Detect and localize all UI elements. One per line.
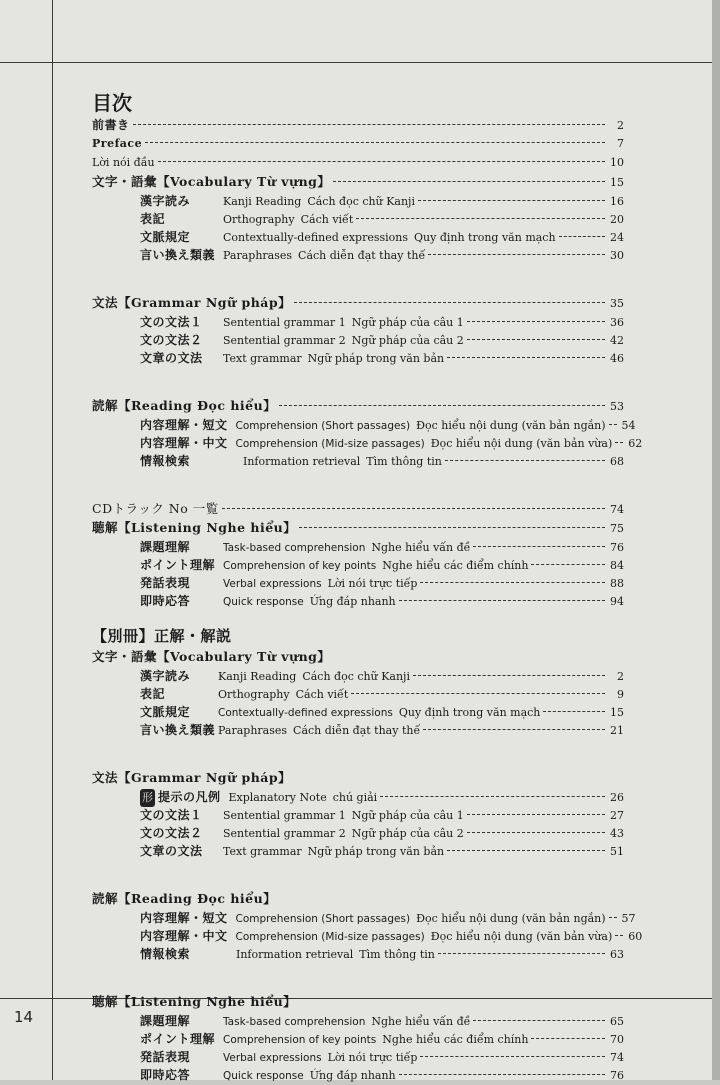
- toc-entry-preface-en[interactable]: Preface 7: [92, 137, 624, 150]
- toc-entry[interactable]: 課題理解 Task-based comprehension Nghe hiểu vấn đề 76: [140, 540, 624, 554]
- toc-entry[interactable]: 表記 Orthography Cách viết 20: [140, 212, 624, 226]
- margin-rule-top: [0, 62, 720, 63]
- toc-section-grammar-answers: 文法【Grammar Ngữ pháp】: [92, 770, 292, 785]
- toc-entry[interactable]: 発話表現 Verbal expressions Lời nói trực tiếp 88: [140, 576, 624, 590]
- toc-entry[interactable]: 文の文法１ Sentential grammar 1 Ngữ pháp của câu 1 36: [140, 315, 624, 329]
- adjective-badge-icon: 形: [140, 789, 155, 807]
- toc-entry[interactable]: ポイント理解 Comprehension of key points Nghe hiểu các điểm chính 70: [140, 1032, 624, 1046]
- toc-entry[interactable]: 文脈規定 Contextually-defined expressions Quy định trong văn mạch 15: [140, 705, 624, 719]
- toc-section-listening-answers: 聴解【Listening Nghe hiểu】: [92, 994, 297, 1009]
- page-number: 14: [14, 1008, 34, 1026]
- toc-entry[interactable]: 内容理解・中文 Comprehension (Mid-size passages) Đọc hiểu nội dung (văn bản vừa) 60: [140, 929, 643, 943]
- table-of-contents: [92, 88, 643, 1084]
- toc-section-reading[interactable]: 読解【Reading Đọc hiểu】 53: [92, 398, 624, 413]
- toc-entry[interactable]: 情報検索 Information retrieval Tìm thông tin 68: [140, 454, 624, 468]
- toc-entry[interactable]: ポイント理解 Comprehension of key points Nghe hiểu các điểm chính 84: [140, 558, 624, 572]
- toc-entry-explanatory-note[interactable]: 形 提示の凡例 Explanatory Note chú giải 26: [92, 788, 624, 806]
- toc-section-listening[interactable]: 聴解【Listening Nghe hiểu】 75: [92, 520, 624, 535]
- toc-entry-preface-vi[interactable]: Lời nói đầu 10: [92, 156, 624, 169]
- toc-entry[interactable]: 即時応答 Quick response Ứng đáp nhanh 76: [140, 1068, 624, 1082]
- toc-entry-preface-jp[interactable]: 前書き 2: [92, 118, 624, 132]
- toc-section-grammar[interactable]: 文法【Grammar Ngữ pháp】 35: [92, 295, 624, 310]
- toc-section-reading-answers: 読解【Reading Đọc hiểu】: [92, 891, 277, 906]
- toc-entry[interactable]: 内容理解・短文 Comprehension (Short passages) Đọc hiểu nội dung (văn bản ngắn) 54: [140, 418, 636, 432]
- toc-part-answer-booklet: 【別冊】正解・解説: [92, 627, 232, 645]
- toc-entry[interactable]: 文の文法１ Sentential grammar 1 Ngữ pháp của câu 1 27: [140, 808, 624, 822]
- toc-entry[interactable]: 内容理解・短文 Comprehension (Short passages) Đọc hiểu nội dung (văn bản ngắn) 57: [140, 911, 636, 925]
- toc-entry[interactable]: 文の文法２ Sentential grammar 2 Ngữ pháp của câu 2 43: [140, 826, 624, 840]
- toc-section-vocabulary-answers: 文字・語彙【Vocabulary Từ vựng】: [92, 649, 331, 664]
- toc-entry[interactable]: 文章の文法 Text grammar Ngữ pháp trong văn bản 51: [140, 844, 624, 858]
- toc-entry[interactable]: 文章の文法 Text grammar Ngữ pháp trong văn bản 46: [140, 351, 624, 365]
- toc-entry[interactable]: 情報検索 Information retrieval Tìm thông tin 63: [140, 947, 624, 961]
- toc-entry[interactable]: 発話表現 Verbal expressions Lời nói trực tiếp 74: [140, 1050, 624, 1064]
- toc-entry[interactable]: 文の文法２ Sentential grammar 2 Ngữ pháp của câu 2 42: [140, 333, 624, 347]
- toc-entry[interactable]: 内容理解・中文 Comprehension (Mid-size passages) Đọc hiểu nội dung (văn bản vừa) 62: [140, 436, 643, 450]
- toc-entry[interactable]: 漢字読み Kanji Reading Cách đọc chữ Kanji 2: [140, 669, 624, 683]
- toc-entry[interactable]: 文脈規定 Contextually-defined expressions Quy định trong văn mạch 24: [140, 230, 624, 244]
- toc-entry-vi: Nghe hiểu vấn đề: [371, 1015, 471, 1028]
- page-edge-shadow: [712, 0, 720, 1080]
- toc-title: 目次: [92, 91, 132, 115]
- toc-entry[interactable]: 言い換え類義 Paraphrases Cách diễn đạt thay thế 30: [140, 248, 624, 262]
- margin-rule-vertical: [52, 0, 53, 1080]
- toc-entry[interactable]: 課題理解 Task-based comprehension Nghe hiểu vấn đề 65: [92, 1012, 624, 1030]
- toc-entry[interactable]: 表記 Orthography Cách viết 9: [140, 687, 624, 701]
- toc-entry[interactable]: 言い換え類義 Paraphrases Cách diễn đạt thay thế 21: [140, 723, 624, 737]
- toc-section-vocabulary[interactable]: 文字・語彙【Vocabulary Từ vựng】 15: [92, 174, 624, 189]
- toc-section-cd-tracks[interactable]: CDトラック No 一覧 74: [92, 501, 624, 516]
- toc-entry[interactable]: 漢字読み Kanji Reading Cách đọc chữ Kanji 16: [140, 194, 624, 208]
- toc-entry[interactable]: 即時応答 Quick response Ứng đáp nhanh 94: [140, 594, 624, 608]
